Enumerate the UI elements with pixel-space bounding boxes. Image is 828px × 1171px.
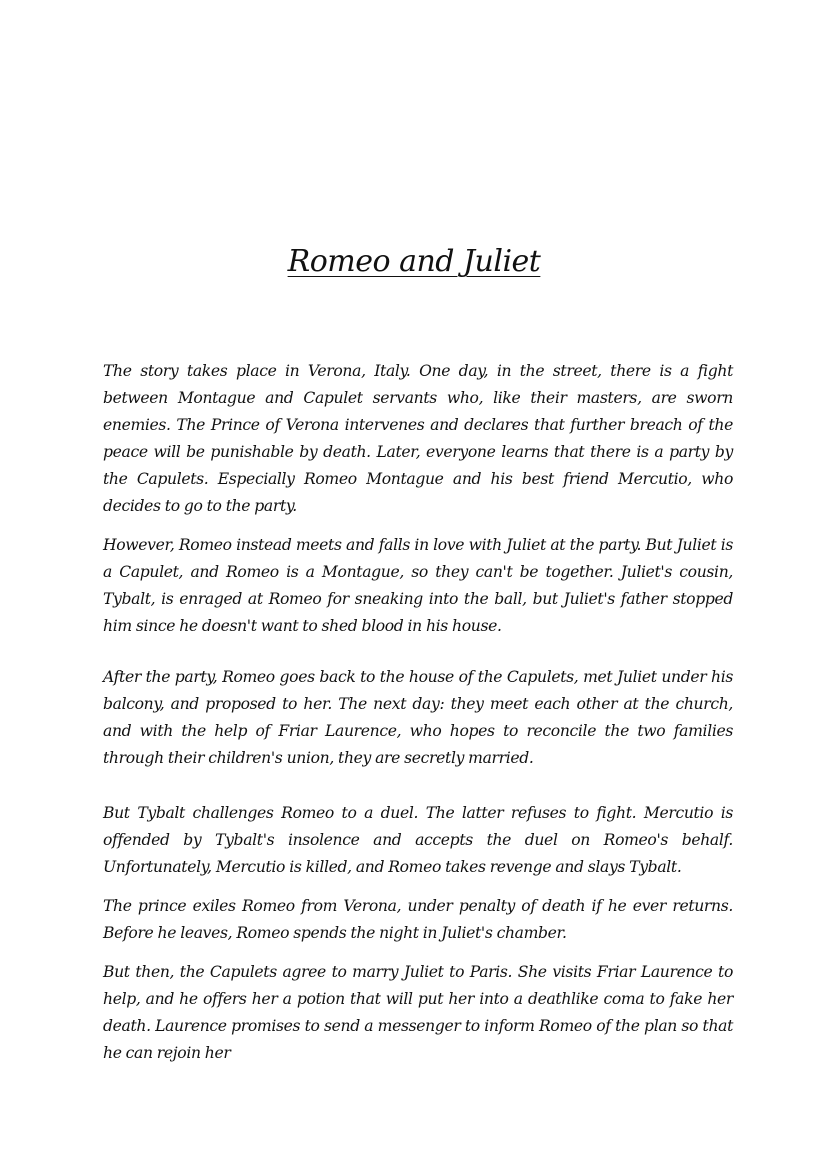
title-text: Romeo and Juliet: [287, 244, 541, 279]
paragraph-potion: But then, the Capulets agree to marry Juliet to Paris. She visits Friar Laurence to help, and he offers her a potion that will put her into a deathlike coma to fake her death. Laurence promises to send a messenger to inform Romeo of the plan so that he can rejoin her: [103, 963, 733, 1062]
paragraph-exile: The prince exiles Romeo from Verona, under penalty of death if he ever returns. Before he leaves, Romeo spends the night in Juliet's chamber.: [103, 897, 733, 942]
paragraph-setting: The story takes place in Verona, Italy. One day, in the street, there is a fight between Montague and Capulet servants who, like their masters, are sworn enemies. The Prince of Verona intervenes and declares that further breach of the peace will be punishable by death. Later, everyone learns that there is a party by the Capulets. Especially Romeo Montague and his best friend Mercutio, who decides to go to the party.: [103, 362, 733, 515]
paragraph-marriage: After the party, Romeo goes back to the house of the Capulets, met Juliet under his balcony, and proposed to her. The next day: they meet each other at the church, and with the help of Friar Laurence, who hopes to reconcile the two families through their children's union, they are secretly married.: [103, 668, 733, 767]
document-title: [0, 242, 828, 282]
document-body: [103, 358, 733, 1067]
paragraph-meeting: However, Romeo instead meets and falls in love with Juliet at the party. But Juliet is a Capulet, and Romeo is a Montague, so they can't be together. Juliet's cousin, Tybalt, is enraged at Romeo for sneaking into the ball, but Juliet's father stopped him since he doesn't want to shed blood in his house.: [103, 536, 733, 635]
paragraph-duel: But Tybalt challenges Romeo to a duel. The latter refuses to fight. Mercutio is offended by Tybalt's insolence and accepts the duel on Romeo's behalf. Unfortunately, Mercutio is killed, and Romeo takes revenge and slays Tybalt.: [103, 804, 733, 876]
